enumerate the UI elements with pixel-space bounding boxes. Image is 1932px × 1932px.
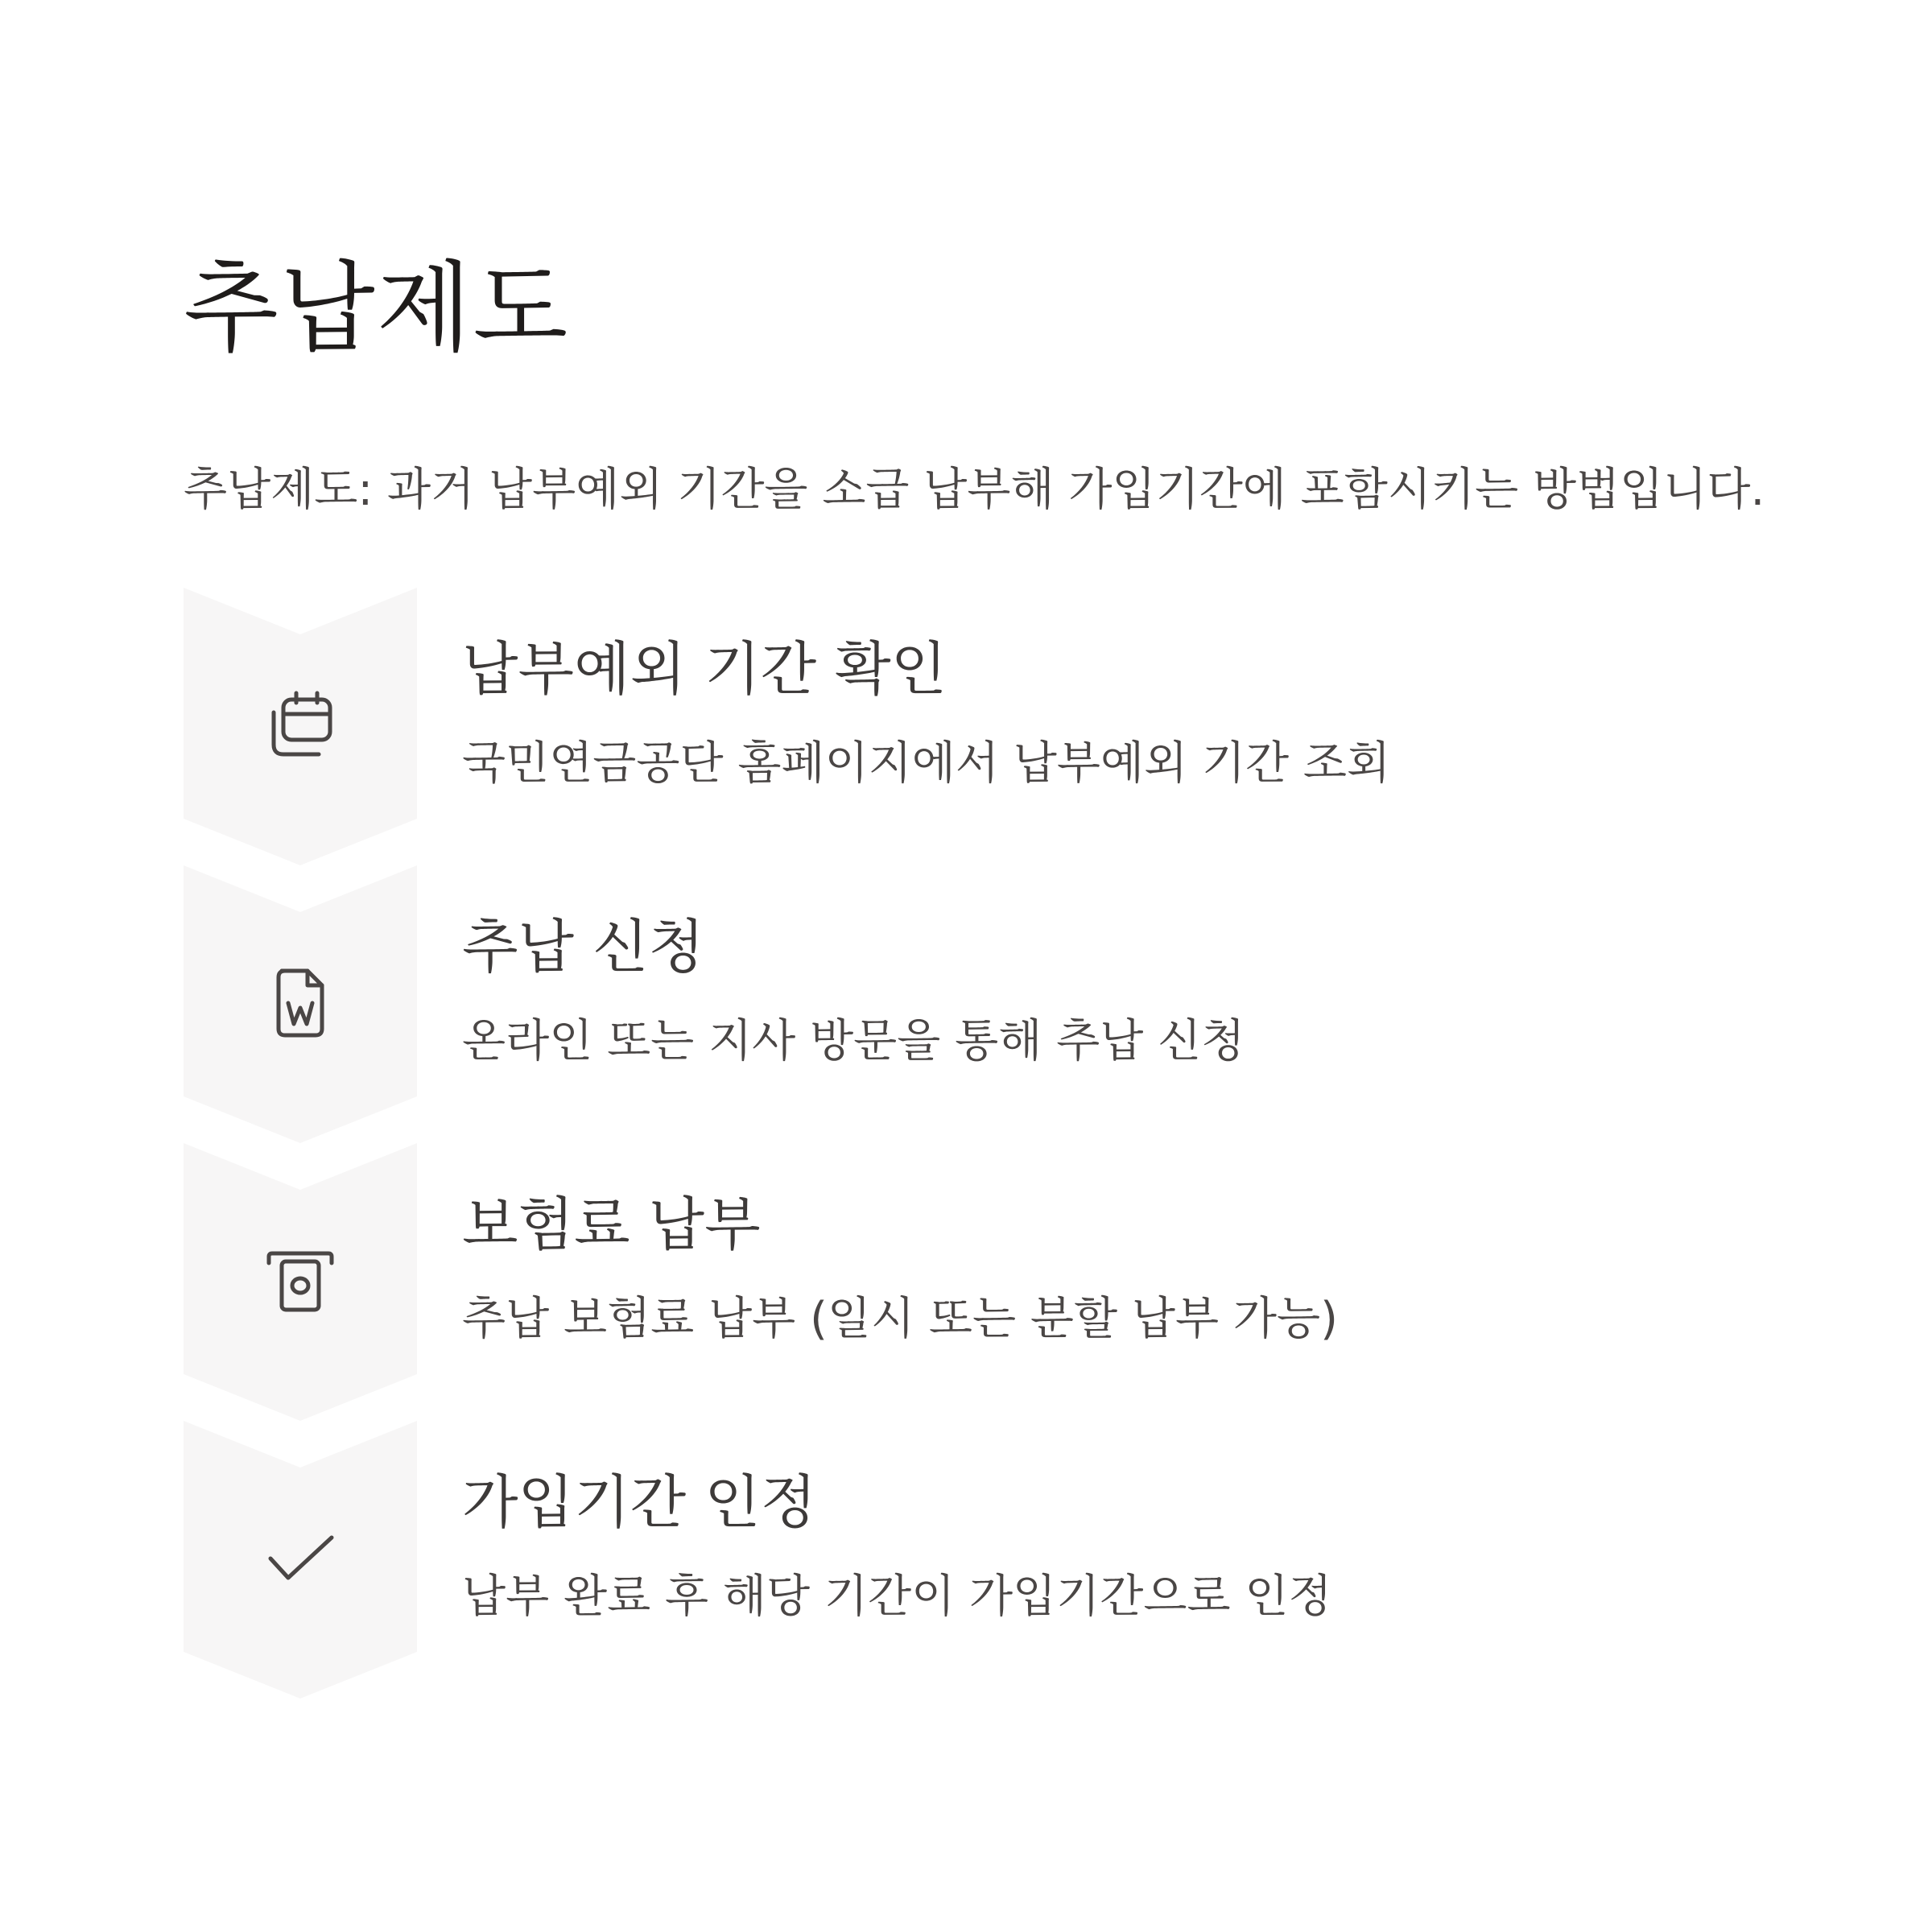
step-3-description: 추납 보험료 납부 (일시 또는 분할 납부 가능) bbox=[462, 1293, 1338, 1345]
step-3-chevron bbox=[184, 1143, 417, 1421]
calendar-stack-icon bbox=[264, 688, 336, 761]
step-1 bbox=[184, 588, 1794, 865]
step-2 bbox=[184, 865, 1794, 1143]
step-4-description: 납부 완료 후 해당 기간이 가입기간으로 인정 bbox=[462, 1571, 1332, 1623]
intro-text: 추납제도: 과거 납부예외 기간을 소급 납부해 가입기간에 포함시키는 방법입니다. bbox=[184, 464, 1765, 516]
step-1-chevron bbox=[184, 588, 417, 865]
step-2-description: 온라인 또는 지사 방문을 통해 추납 신청 bbox=[462, 1015, 1245, 1067]
step-4-chevron bbox=[184, 1421, 417, 1699]
step-2-title: 추납 신청 bbox=[462, 913, 705, 980]
page-title: 추납제도 bbox=[184, 251, 570, 365]
word-document-icon bbox=[264, 966, 336, 1038]
step-4 bbox=[184, 1421, 1794, 1699]
step-1-title: 납부예외 기간 확인 bbox=[462, 635, 947, 703]
step-3 bbox=[184, 1143, 1794, 1421]
step-1-description: 국민연금공단 홈페이지에서 납부예외 기간 조회 bbox=[462, 737, 1391, 790]
step-3-title: 보험료 납부 bbox=[462, 1191, 761, 1258]
step-4-title: 가입기간 인정 bbox=[462, 1468, 817, 1536]
cash-payment-icon bbox=[264, 1244, 336, 1316]
step-2-chevron bbox=[184, 865, 417, 1143]
check-icon bbox=[264, 1521, 336, 1594]
